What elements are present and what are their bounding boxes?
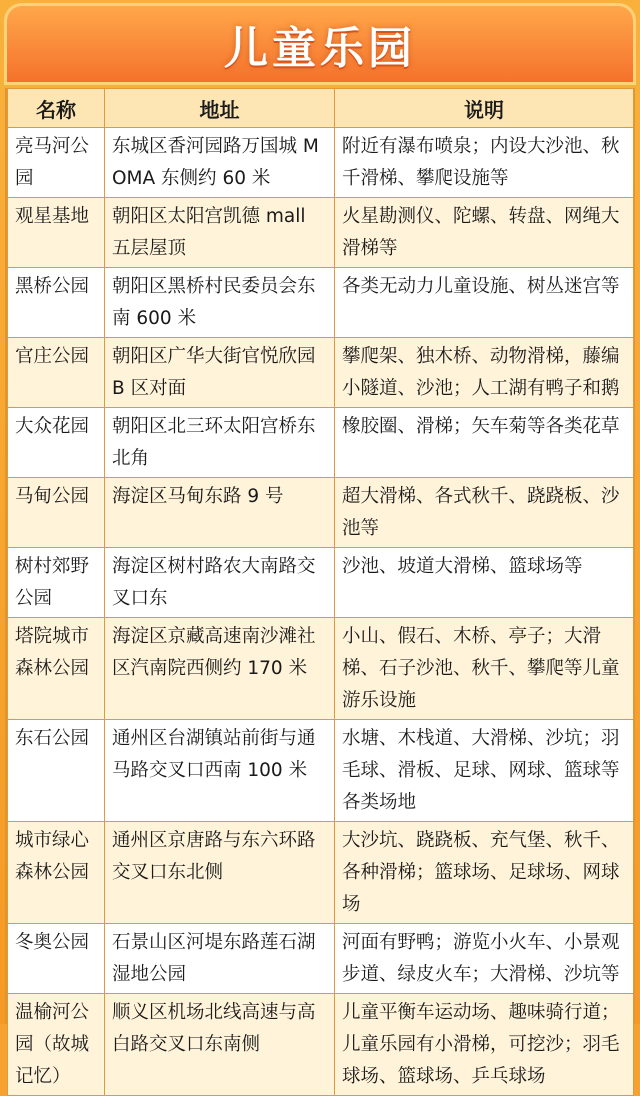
row-address: 顺义区机场北线高速与高白路交叉口东南侧 (105, 994, 335, 1096)
row-description: 超大滑梯、各式秋千、跷跷板、沙池等 (335, 478, 634, 548)
header-address: 地址 (105, 89, 335, 128)
row-address: 通州区台湖镇站前街与通马路交叉口西南 100 米 (105, 720, 335, 822)
row-description: 水塘、木栈道、大滑梯、沙坑；羽毛球、滑板、足球、网球、篮球等各类场地 (335, 720, 634, 822)
row-name: 亮马河公园 (8, 128, 105, 198)
row-address: 朝阳区北三环太阳宫桥东北角 (105, 408, 335, 478)
row-description: 附近有瀑布喷泉；内设大沙池、秋千滑梯、攀爬设施等 (335, 128, 634, 198)
row-description: 大沙坑、跷跷板、充气堡、秋千、各种滑梯；篮球场、足球场、网球场 (335, 822, 634, 924)
row-name: 塔院城市森林公园 (8, 618, 105, 720)
table-row (8, 128, 634, 198)
row-address: 朝阳区太阳宫凯德 mall 五层屋顶 (105, 198, 335, 268)
table-row (8, 268, 634, 338)
table-row (8, 618, 634, 720)
row-address: 海淀区京藏高速南沙滩社区汽南院西侧约 170 米 (105, 618, 335, 720)
row-address: 通州区京唐路与东六环路交叉口东北侧 (105, 822, 335, 924)
row-address: 朝阳区广华大街官悦欣园 B 区对面 (105, 338, 335, 408)
table-row (8, 478, 634, 548)
header-name: 名称 (8, 89, 105, 128)
row-address: 石景山区河堤东路莲石湖湿地公园 (105, 924, 335, 994)
row-name: 大众花园 (8, 408, 105, 478)
table-row (8, 924, 634, 994)
row-description: 沙池、坡道大滑梯、篮球场等 (335, 548, 634, 618)
row-description: 小山、假石、木桥、亭子；大滑梯、石子沙池、秋千、攀爬等儿童游乐设施 (335, 618, 634, 720)
row-description: 河面有野鸭；游览小火车、小景观步道、绿皮火车；大滑梯、沙坑等 (335, 924, 634, 994)
row-name: 冬奥公园 (8, 924, 105, 994)
table-row (8, 548, 634, 618)
row-address: 海淀区树村路农大南路交叉口东 (105, 548, 335, 618)
row-description: 橡胶圈、滑梯；矢车菊等各类花草 (335, 408, 634, 478)
header-description: 说明 (335, 89, 634, 128)
row-name: 黑桥公园 (8, 268, 105, 338)
table-header-row (8, 89, 634, 128)
row-name: 官庄公园 (8, 338, 105, 408)
table-row (8, 994, 634, 1096)
title-banner (4, 3, 636, 85)
table-row (8, 720, 634, 822)
row-name: 马甸公园 (8, 478, 105, 548)
table-row (8, 408, 634, 478)
playground-table (7, 88, 634, 1096)
row-name: 观星基地 (8, 198, 105, 268)
row-description: 各类无动力儿童设施、树丛迷宫等 (335, 268, 634, 338)
row-address: 海淀区马甸东路 9 号 (105, 478, 335, 548)
table-row (8, 338, 634, 408)
page-title: 儿童乐园 (224, 23, 416, 74)
row-name: 树村郊野公园 (8, 548, 105, 618)
row-address: 朝阳区黑桥村民委员会东南 600 米 (105, 268, 335, 338)
table-row (8, 822, 634, 924)
row-description: 攀爬架、独木桥、动物滑梯，藤编小隧道、沙池；人工湖有鸭子和鹅 (335, 338, 634, 408)
row-name: 温榆河公园（故城记忆） (8, 994, 105, 1096)
table-row (8, 198, 634, 268)
playground-table-container (5, 88, 635, 1087)
row-name: 城市绿心森林公园 (8, 822, 105, 924)
row-address: 东城区香河园路万国城 MOMA 东侧约 60 米 (105, 128, 335, 198)
row-description: 火星勘测仪、陀螺、转盘、网绳大滑梯等 (335, 198, 634, 268)
row-description: 儿童平衡车运动场、趣味骑行道；儿童乐园有小滑梯，可挖沙；羽毛球场、篮球场、乒乓球场 (335, 994, 634, 1096)
row-name: 东石公园 (8, 720, 105, 822)
